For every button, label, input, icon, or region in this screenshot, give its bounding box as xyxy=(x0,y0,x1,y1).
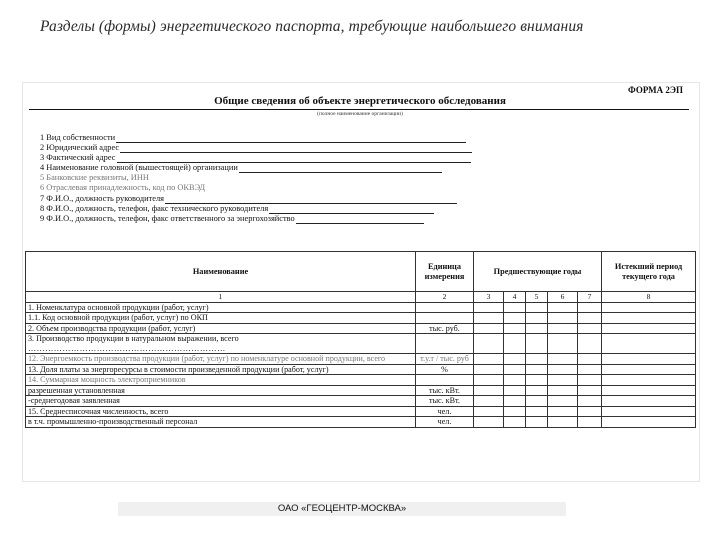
table-row: 13. Доля платы за энергоресурсы в стоимости произведенной продукции (работ, услуг) % xyxy=(26,364,696,375)
column-numbers-row: 1 2 3 4 5 6 7 8 xyxy=(26,292,696,303)
table-row: -среднегодовая заявленная тыс. кВт. xyxy=(26,396,696,407)
table-row: в т.ч. промышленно-производственный персонал чел. xyxy=(26,417,696,428)
heading-underline xyxy=(29,109,689,110)
table-row: 15. Среднесписочная численность, всего чел. xyxy=(26,406,696,417)
field-technical-manager: 8 Ф.И.О., должность, телефон, факс технического руководителя xyxy=(40,204,472,214)
form-number: ФОРМА 2ЭП xyxy=(627,85,683,95)
header-current-period: Истекший период текущего года xyxy=(602,252,696,292)
slide-title: Разделы (формы) энергетического паспорта, требующие наибольшего внимания xyxy=(40,18,584,35)
field-bank-details: 5 Банковские реквизиты, ИНН xyxy=(40,173,149,183)
field-director: 7 Ф.И.О., должность руководителя xyxy=(40,194,472,204)
field-industry: 6 Отраслевая принадлежность, код по ОКВЭД xyxy=(40,183,206,193)
company-footer: ОАО «ГЕОЦЕНТР-МОСКВА» xyxy=(118,502,566,516)
field-energy-responsible: 9 Ф.И.О., должность, телефон, факс ответственного за энергохозяйство xyxy=(40,214,472,224)
table-row: …………………………………………………………… xyxy=(26,344,696,354)
heading-note: (полное наименование организации) xyxy=(317,111,403,117)
field-ownership: 1 Вид собственности xyxy=(40,133,472,143)
header-name: Наименование xyxy=(26,252,416,292)
table-row: 1. Номенклатура основной продукции (работ, услуг) xyxy=(26,302,696,313)
table-row: 1.1. Код основной продукции (работ, услуг) по ОКП xyxy=(26,313,696,324)
form-heading: Общие сведения об объекте энергетического обследования xyxy=(214,95,506,107)
header-unit: Единица измерения xyxy=(416,252,474,292)
table-row: разрешенная установленная тыс. кВт. xyxy=(26,385,696,396)
field-parent-organization: 4 Наименование головной (вышестоящей) организации xyxy=(40,163,472,173)
general-info-fields xyxy=(40,133,472,224)
table-row: 2. Объем производства продукции (работ, услуг) тыс. руб. xyxy=(26,323,696,334)
table-row: 12. Энергоемкость производства продукции (работ, услуг) по номенклатуре основной продукции, всего т.у.т / тыс. руб xyxy=(26,354,696,365)
table-row: 14. Суммарная мощность электроприемников xyxy=(26,375,696,386)
energy-passport-form xyxy=(22,82,700,482)
header-previous-years: Предшествующие годы xyxy=(474,252,602,292)
field-actual-address: 3 Фактический адрес xyxy=(40,153,472,163)
indicators-table xyxy=(25,251,696,428)
field-legal-address: 2 Юридический адрес xyxy=(40,143,472,153)
table-row: 3. Производство продукции в натуральном выражении, всего xyxy=(26,334,696,344)
table-header-row xyxy=(26,252,696,292)
